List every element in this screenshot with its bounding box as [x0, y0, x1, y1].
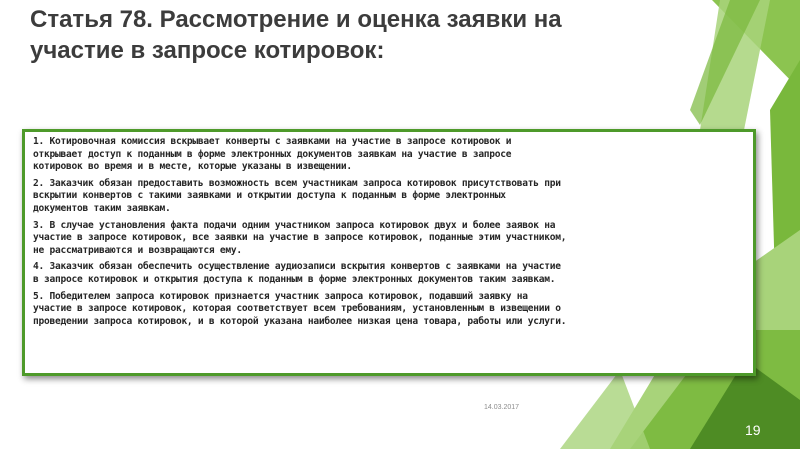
- slide-date: 14.03.2017: [484, 404, 520, 411]
- title-line-1: Статья 78. Рассмотрение и оценка заявки на: [30, 6, 562, 33]
- paragraph-3-line-2: участие в запросе котировок, все заявки на участие в запросе котировок, поданные этим участником,: [33, 232, 567, 244]
- paragraph-5-line-3: проведении запроса котировок, и в которой указана наиболее низкая цена товара, работы или услуги.: [33, 315, 567, 327]
- paragraph-2-line-2: вскрытии конвертов с такими заявками и открытии доступа к поданным в форме электронных: [33, 190, 506, 202]
- paragraph-1-line-2: открывает доступ к поданным в форме электронных документов заявкам на участие в запросе: [33, 148, 512, 160]
- paragraph-1-line-1: 1. Котировочная комиссия вскрывает конверты с заявками на участие в запросе котировок и: [33, 136, 512, 147]
- slide-number: 19: [745, 422, 761, 438]
- paragraph-5-line-2: участие в запросе котировок, которая соответствует всем требованиям, установленным в извещении о: [33, 303, 561, 315]
- paragraph-3-line-3: не рассматриваются и возвращаются ему.: [33, 244, 242, 256]
- paragraph-3: [33, 220, 745, 258]
- paragraph-2: [33, 178, 745, 216]
- paragraph-4-line-2: в запросе котировок и открытия доступа к поданным в форме электронных документов таким заявкам.: [33, 273, 556, 285]
- paragraph-4-line-1: 4. Заказчик обязан обеспечить осуществление аудиозаписи вскрытия конвертов с заявками на участие: [33, 261, 561, 273]
- slide-title: [30, 4, 730, 66]
- paragraph-5: [33, 291, 745, 329]
- paragraph-1: [33, 136, 745, 174]
- paragraph-1-line-3: котировок во время и в месте, которые указаны в извещении.: [33, 161, 352, 173]
- paragraph-3-line-1: 3. В случае установления факта подачи одним участником запроса котировок двух и более заявок на: [33, 219, 556, 231]
- paragraph-4: [33, 261, 745, 286]
- title-line-2: участие в запросе котировок:: [30, 37, 385, 64]
- paragraph-2-line-1: 2. Заказчик обязан предоставить возможность всем участникам запроса котировок присутствовать при: [33, 177, 561, 189]
- article-text-box: [22, 129, 756, 376]
- paragraph-2-line-3: документов таким заявкам.: [33, 202, 171, 214]
- paragraph-5-line-1: 5. Победителем запроса котировок признается участник запроса котировок, подавший заявку на: [33, 290, 528, 302]
